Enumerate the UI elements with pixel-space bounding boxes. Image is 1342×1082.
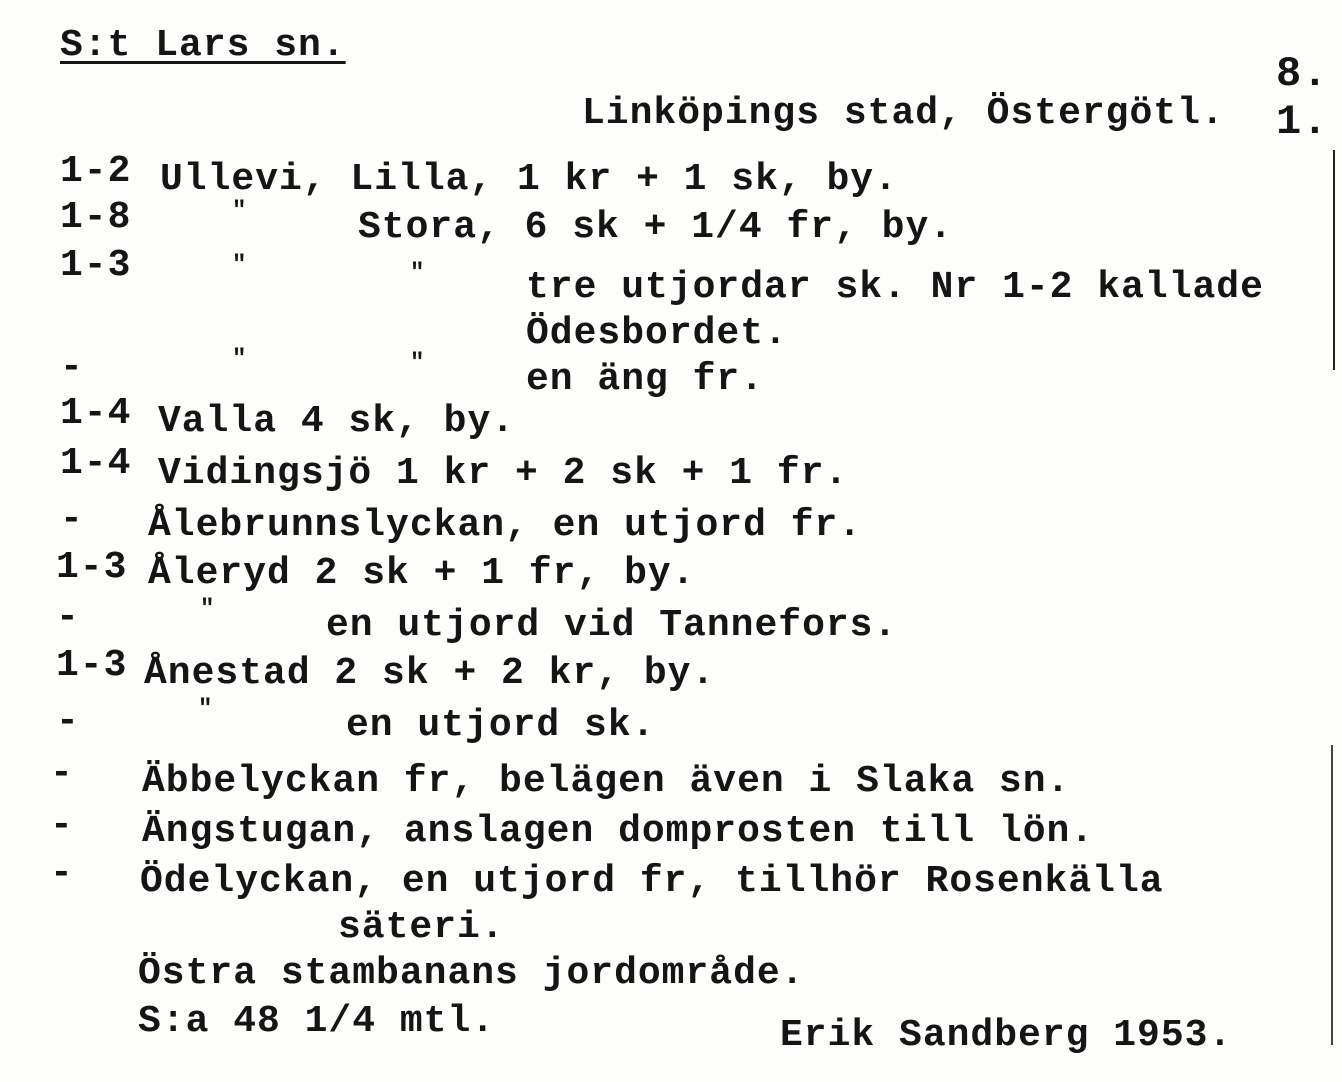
- entry-text: Ålebrunnslyckan, en utjord fr.: [148, 504, 863, 547]
- author-signature: Erik Sandberg 1953.: [780, 1014, 1233, 1057]
- ditto-mark: ": [200, 596, 216, 623]
- entry-text: Valla 4 sk, by.: [158, 400, 516, 443]
- entry-text: Ödelyckan, en utjord fr, tillhör Rosenkälla: [140, 860, 1164, 903]
- entry-code: -: [50, 752, 74, 795]
- ditto-mark: ": [198, 696, 214, 723]
- entry-text: tre utjordar sk. Nr 1-2 kallade: [526, 266, 1264, 309]
- location-heading: Linköpings stad, Östergötl.: [582, 92, 1225, 135]
- ditto-mark: ": [232, 346, 248, 373]
- entry-code: 1-4: [60, 392, 132, 435]
- card-edge-line: [1333, 150, 1335, 370]
- entry-code: 1-3: [56, 644, 128, 687]
- ditto-mark: ": [232, 252, 248, 279]
- page-number: 8.: [1276, 50, 1329, 98]
- ditto-mark: ": [232, 198, 248, 225]
- entry-code: 1-8: [60, 196, 132, 239]
- ditto-mark: ": [410, 350, 426, 377]
- entry-code: -: [60, 498, 84, 541]
- entry-code: 1-4: [60, 442, 132, 485]
- entry-text: Ullevi, Lilla, 1 kr + 1 sk, by.: [160, 158, 898, 201]
- entry-text: Åleryd 2 sk + 1 fr, by.: [148, 552, 696, 595]
- entry-text: Stora, 6 sk + 1/4 fr, by.: [358, 206, 954, 249]
- entry-text: Ängstugan, anslagen domprosten till lön.: [142, 810, 1095, 853]
- entry-text: Äbbelyckan fr, belägen även i Slaka sn.: [142, 760, 1071, 803]
- entry-text: Ånestad 2 sk + 2 kr, by.: [144, 652, 716, 695]
- entry-code: -: [50, 804, 74, 847]
- card-edge-line: [1331, 745, 1333, 1045]
- entry-text-continued: säteri.: [338, 906, 505, 949]
- sub-number: 1.: [1276, 98, 1329, 146]
- entry-text: en äng fr.: [526, 358, 765, 401]
- parish-title: S:t Lars sn.: [60, 24, 346, 67]
- entry-code: 1-2: [60, 150, 132, 193]
- entry-code: 1-3: [56, 546, 128, 589]
- entry-text: Vidingsjö 1 kr + 2 sk + 1 fr.: [158, 452, 849, 495]
- entry-code: -: [56, 596, 80, 639]
- entry-code: -: [50, 852, 74, 895]
- entry-code: 1-3: [60, 244, 132, 287]
- entry-text: en utjord sk.: [346, 704, 656, 747]
- entry-code: -: [60, 346, 84, 389]
- entry-code: -: [56, 700, 80, 743]
- total-line: S:a 48 1/4 mtl.: [138, 1000, 496, 1043]
- entry-text-continued: Ödesbordet.: [526, 312, 788, 355]
- ditto-mark: ": [410, 260, 426, 287]
- entry-text: en utjord vid Tannefors.: [326, 604, 898, 647]
- footer-line: Östra stambanans jordområde.: [138, 952, 805, 995]
